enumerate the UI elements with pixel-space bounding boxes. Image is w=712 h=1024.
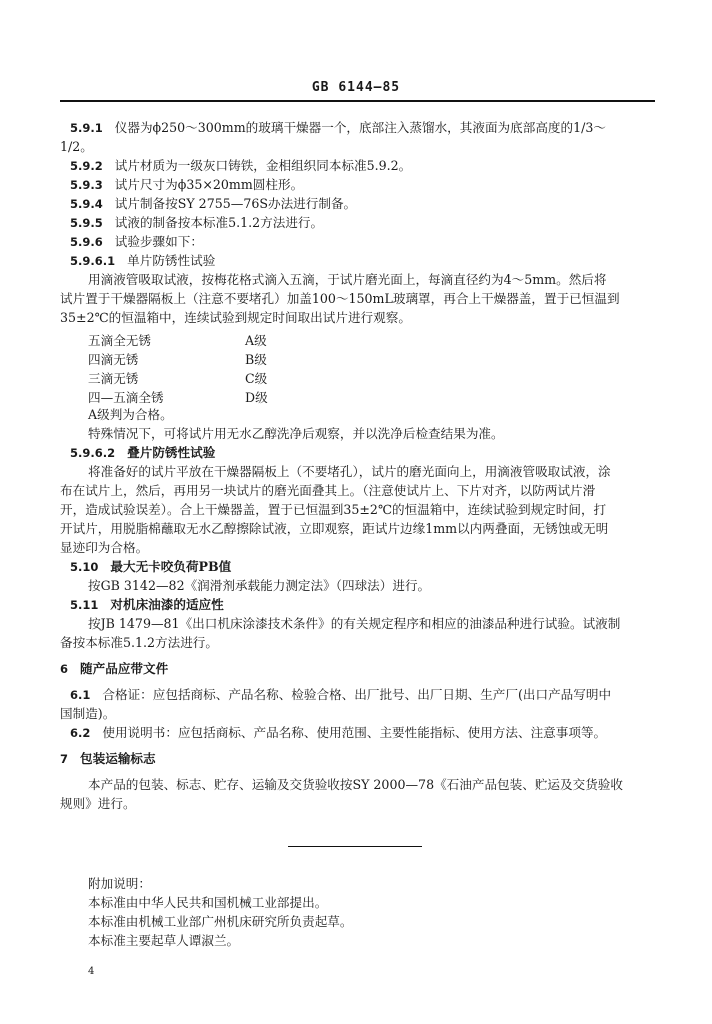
section-6-title: 6 随产品应带文件 xyxy=(60,661,169,676)
notes-line: 本标准由中华人民共和国机械工业部提出。 xyxy=(88,895,328,910)
paragraph-line: 开试片，用脱脂棉蘸取无水乙醇擦除试液，立即观察，距试片边缘1mm以内两叠面，无锈蚀或无明 xyxy=(60,521,609,536)
notes-line: 本标准由机械工业部广州机床研究所负责起草。 xyxy=(88,914,353,929)
grade-level: A级 xyxy=(245,333,267,348)
clause-5-9-6: 5.9.6 试验步骤如下： xyxy=(70,234,203,249)
clause-6-2: 6.2 使用说明书：应包括商标、产品名称、使用范围、主要性能指标、使用方法、注意事项等。 xyxy=(70,725,607,740)
paragraph-line: 布在试片上，然后，再用另一块试片的磨光面叠其上。（注意使试片上、下片对齐，以防两试片滑 xyxy=(60,483,596,498)
paragraph-line: 试片置于干燥器隔板上（注意不要堵孔）加盖100～150mL玻璃罩，再合上干燥器盖，置于已恒温到 xyxy=(60,291,620,306)
clause-text: 仪器为ϕ250～300mm的玻璃干燥器一个，底部注入蒸馏水，其液面为底部高度的1/3～ xyxy=(114,120,606,135)
paragraph-line: 本产品的包装、标志、贮存、运输及交货验收按SY 2000—78《石油产品包装、贮运及交货验收 xyxy=(88,777,623,792)
section-7-title: 7 包装运输标志 xyxy=(60,751,156,766)
grade-pass-note: A级判为合格。 xyxy=(88,407,173,422)
grade-desc: 三滴无锈 xyxy=(88,371,139,386)
paragraph-line: 按JB 1479—81《出口机床涂漆技术条件》的有关规定程序和相应的油漆品种进行试验。试液制 xyxy=(88,616,621,631)
clause-5-9-3: 5.9.3 试片尺寸为ϕ35×20mm圆柱形。 xyxy=(70,177,304,192)
paragraph-line: 显迹印为合格。 xyxy=(60,540,149,555)
paragraph-line: 将准备好的试片平放在干燥器隔板上（不要堵孔），试片的磨光面向上，用滴液管吸取试液，涂 xyxy=(88,464,611,479)
grade-desc: 四—五滴全锈 xyxy=(88,390,164,405)
grade-desc: 四滴无锈 xyxy=(88,352,139,367)
paragraph-line: 按GB 3142—82《润滑剂承载能力测定法》（四球法）进行。 xyxy=(88,578,431,593)
grade-level: B级 xyxy=(245,352,267,367)
clause-5-9-1: 5.9.1 仪器为ϕ250～300mm的玻璃干燥器一个，底部注入蒸馏水，其液面为底部高度的1/3～ xyxy=(70,120,606,135)
clause-5-9-6-1-title: 5.9.6.1 单片防锈性试验 xyxy=(70,253,216,268)
page-header: GB 6144—85 xyxy=(311,80,401,95)
clause-5-9-4: 5.9.4 试片制备按SY 2755—76S办法进行制备。 xyxy=(70,196,357,211)
special-note: 特殊情况下，可将试片用无水乙醇洗净后观察，并以洗净后检查结果为准。 xyxy=(88,426,504,441)
paragraph-line: 规则》进行。 xyxy=(60,796,136,811)
header-rule xyxy=(60,100,655,102)
clause-5-9-2: 5.9.2 试片材质为一级灰口铸铁，金相组织同本标准5.9.2。 xyxy=(70,158,412,173)
grade-desc: 五滴全无锈 xyxy=(88,333,151,348)
clause-5-9-6-2-title: 5.9.6.2 叠片防锈性试验 xyxy=(70,445,216,460)
page-number: 4 xyxy=(88,966,95,977)
grade-level: C级 xyxy=(245,371,268,386)
notes-line: 本标准主要起草人谭淑兰。 xyxy=(88,933,240,948)
paragraph-line: 用滴液管吸取试液，按梅花格式滴入五滴，于试片磨光面上，每滴直径约为4～5mm。然后将 xyxy=(88,272,607,287)
clause-6-1: 6.1 合格证：应包括商标、产品名称、检验合格、出厂批号、出厂日期、生产厂(出口产品写明中 xyxy=(70,687,612,702)
clause-5-10-title: 5.10 最大无卡咬负荷PB值 xyxy=(70,559,232,574)
clause-6-1-cont: 国制造)。 xyxy=(60,706,116,721)
clause-5-9-1-cont: 1/2。 xyxy=(60,139,93,154)
paragraph-line: 备按本标准5.1.2方法进行。 xyxy=(60,635,218,650)
clause-5-9-5: 5.9.5 试液的制备按本标准5.1.2方法进行。 xyxy=(70,215,324,230)
grade-level: D级 xyxy=(245,390,268,405)
paragraph-line: 开，造成试验误差）。合上干燥器盖，置于已恒温到35±2℃的恒温箱中，连续试验到规定时间，打 xyxy=(60,502,607,517)
end-rule xyxy=(288,846,422,847)
clause-5-11-title: 5.11 对机床油漆的适应性 xyxy=(70,597,224,612)
paragraph-line: 35±2℃的恒温箱中，连续试验到规定时间取出试片进行观察。 xyxy=(60,310,411,325)
notes-title: 附加说明： xyxy=(88,876,151,891)
